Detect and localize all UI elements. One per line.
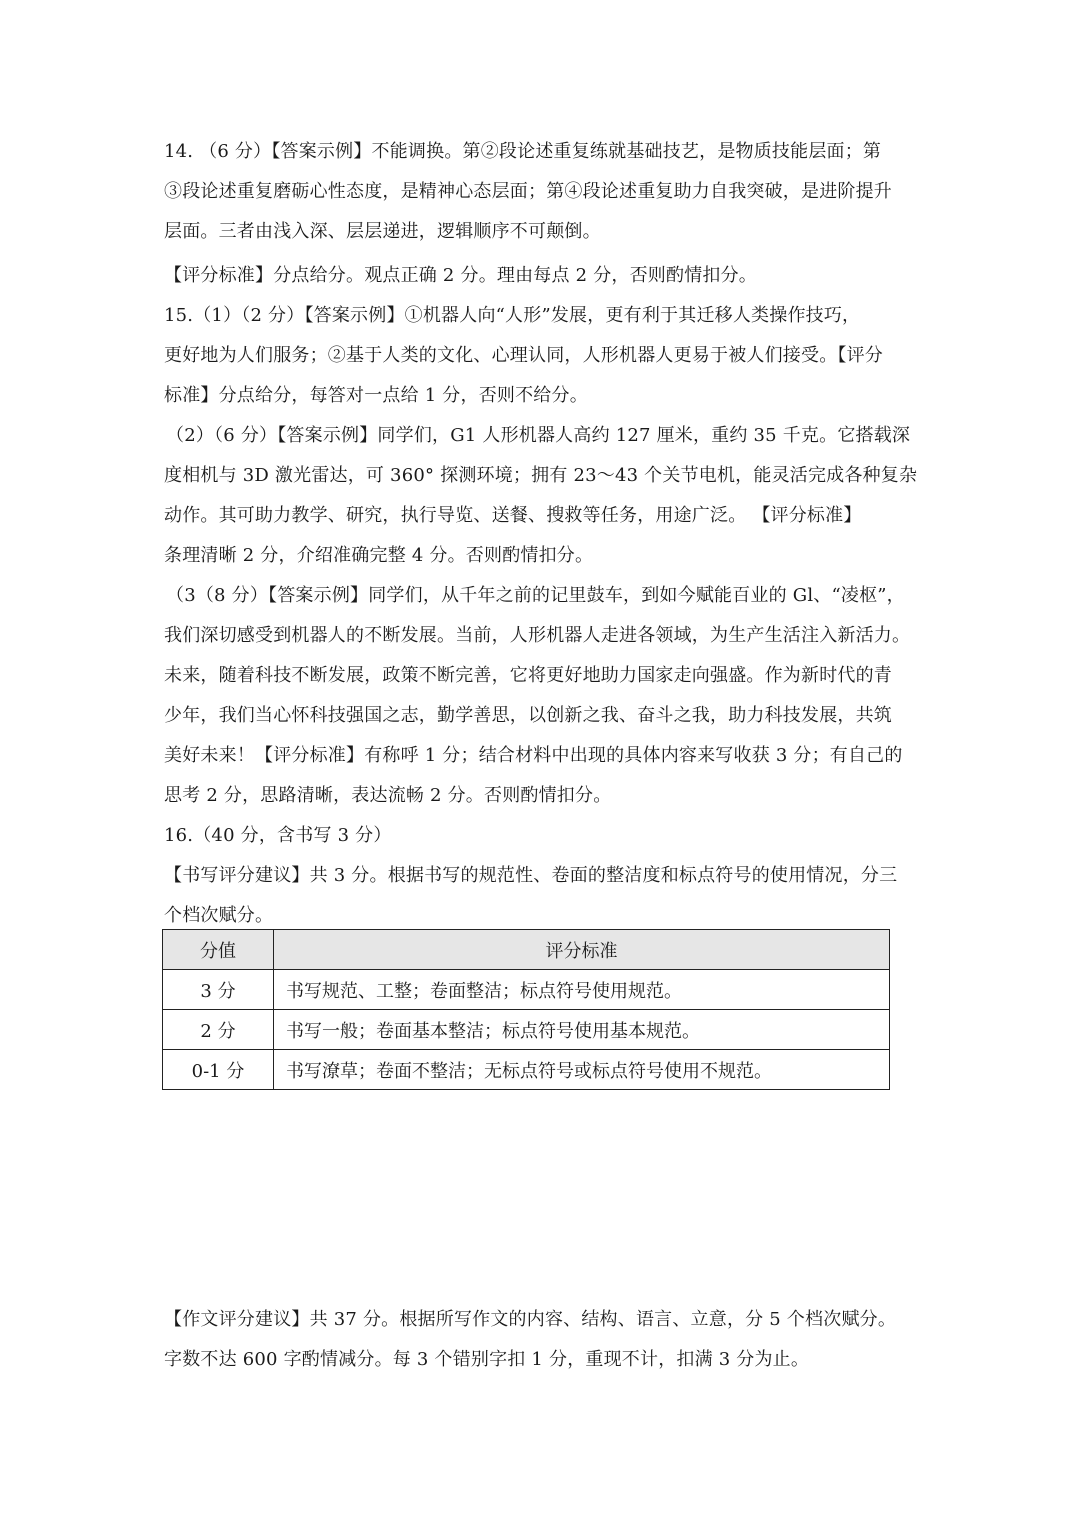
table-header-score: 分值 (163, 930, 274, 970)
table-header-row (163, 930, 890, 970)
q16-writing-advice-line-2: 个档次赋分。 (164, 905, 274, 926)
q16-essay-advice-line-1: 【作文评分建议】共 37 分。根据所写作文的内容、结构、语言、立意，分 5 个档次赋分。 (164, 1309, 897, 1330)
table-cell-criteria: 书写一般；卷面基本整洁；标点符号使用基本规范。 (274, 1010, 890, 1050)
q15-3-line-4: 少年，我们当心怀科技强国之志，勤学善思，以创新之我、奋斗之我，助力科技发展，共筑 (164, 705, 892, 726)
table-row (163, 1050, 890, 1090)
table-cell-score: 3 分 (163, 970, 274, 1010)
table-cell-score: 0-1 分 (163, 1050, 274, 1090)
q16-essay-advice-line-2: 字数不达 600 字酌情减分。每 3 个错别字扣 1 分，重现不计，扣满 3 分为止。 (164, 1349, 810, 1370)
q15-2-line-3: 动作。其可助力教学、研究，执行导览、送餐、搜救等任务，用途广泛。 【评分标准】 (164, 505, 862, 526)
q15-1-line-3: 标准】分点给分，每答对一点给 1 分，否则不给分。 (164, 385, 588, 406)
q16-heading: 16.（40 分，含书写 3 分） (164, 825, 392, 846)
table-header-criteria: 评分标准 (274, 930, 890, 970)
table-cell-score: 2 分 (163, 1010, 274, 1050)
table-cell-criteria: 书写潦草；卷面不整洁；无标点符号或标点符号使用不规范。 (274, 1050, 890, 1090)
table-row (163, 970, 890, 1010)
q16-writing-advice-line-1: 【书写评分建议】共 3 分。根据书写的规范性、卷面的整洁度和标点符号的使用情况，分三 (164, 865, 898, 886)
table-row (163, 1010, 890, 1050)
q15-3-line-6: 思考 2 分，思路清晰，表达流畅 2 分。否则酌情扣分。 (164, 785, 612, 806)
q15-2-line-1: （2）（6 分）【答案示例】同学们，G1 人形机器人高约 127 厘米，重约 35 千克。它搭载深 (166, 425, 911, 446)
writing-score-table (162, 929, 890, 1090)
q14-line-1: 14. （6 分）【答案示例】不能调换。第②段论述重复练就基础技艺，是物质技能层面；第 (164, 141, 882, 162)
q15-3-line-3: 未来，随着科技不断发展，政策不断完善，它将更好地助力国家走向强盛。作为新时代的青 (164, 665, 892, 686)
q15-3-line-5: 美好未来！【评分标准】有称呼 1 分；结合材料中出现的具体内容来写收获 3 分；有自己的 (164, 745, 903, 766)
q14-line-2: ③段论述重复磨砺心性态度，是精神心态层面；第④段论述重复助力自我突破，是进阶提升 (164, 181, 892, 202)
q15-1-line-2: 更好地为人们服务；②基于人类的文化、心理认同，人形机器人更易于被人们接受。【评分 (164, 345, 883, 366)
q15-1-line-1: 15.（1）（2 分）【答案示例】①机器人向“人形”发展，更有利于其迁移人类操作技巧， (164, 305, 861, 326)
q15-2-line-2: 度相机与 3D 激光雷达，可 360° 探测环境；拥有 23～43 个关节电机，能灵活完成各种复杂 (164, 465, 918, 486)
q14-scoring-standard: 【评分标准】分点给分。观点正确 2 分。理由每点 2 分，否则酌情扣分。 (164, 265, 757, 286)
table-cell-criteria: 书写规范、工整；卷面整洁；标点符号使用规范。 (274, 970, 890, 1010)
q15-3-line-1: （3（8 分）【答案示例】同学们，从千年之前的记里鼓车，到如今赋能百业的 Gl、“凌枢”， (166, 585, 905, 606)
q15-2-line-4: 条理清晰 2 分，介绍准确完整 4 分。否则酌情扣分。 (164, 545, 594, 566)
q15-3-line-2: 我们深切感受到机器人的不断发展。当前，人形机器人走进各领域，为生产生活注入新活力。 (164, 625, 911, 646)
q14-line-3: 层面。三者由浅入深、层层递进，逻辑顺序不可颠倒。 (164, 221, 601, 242)
